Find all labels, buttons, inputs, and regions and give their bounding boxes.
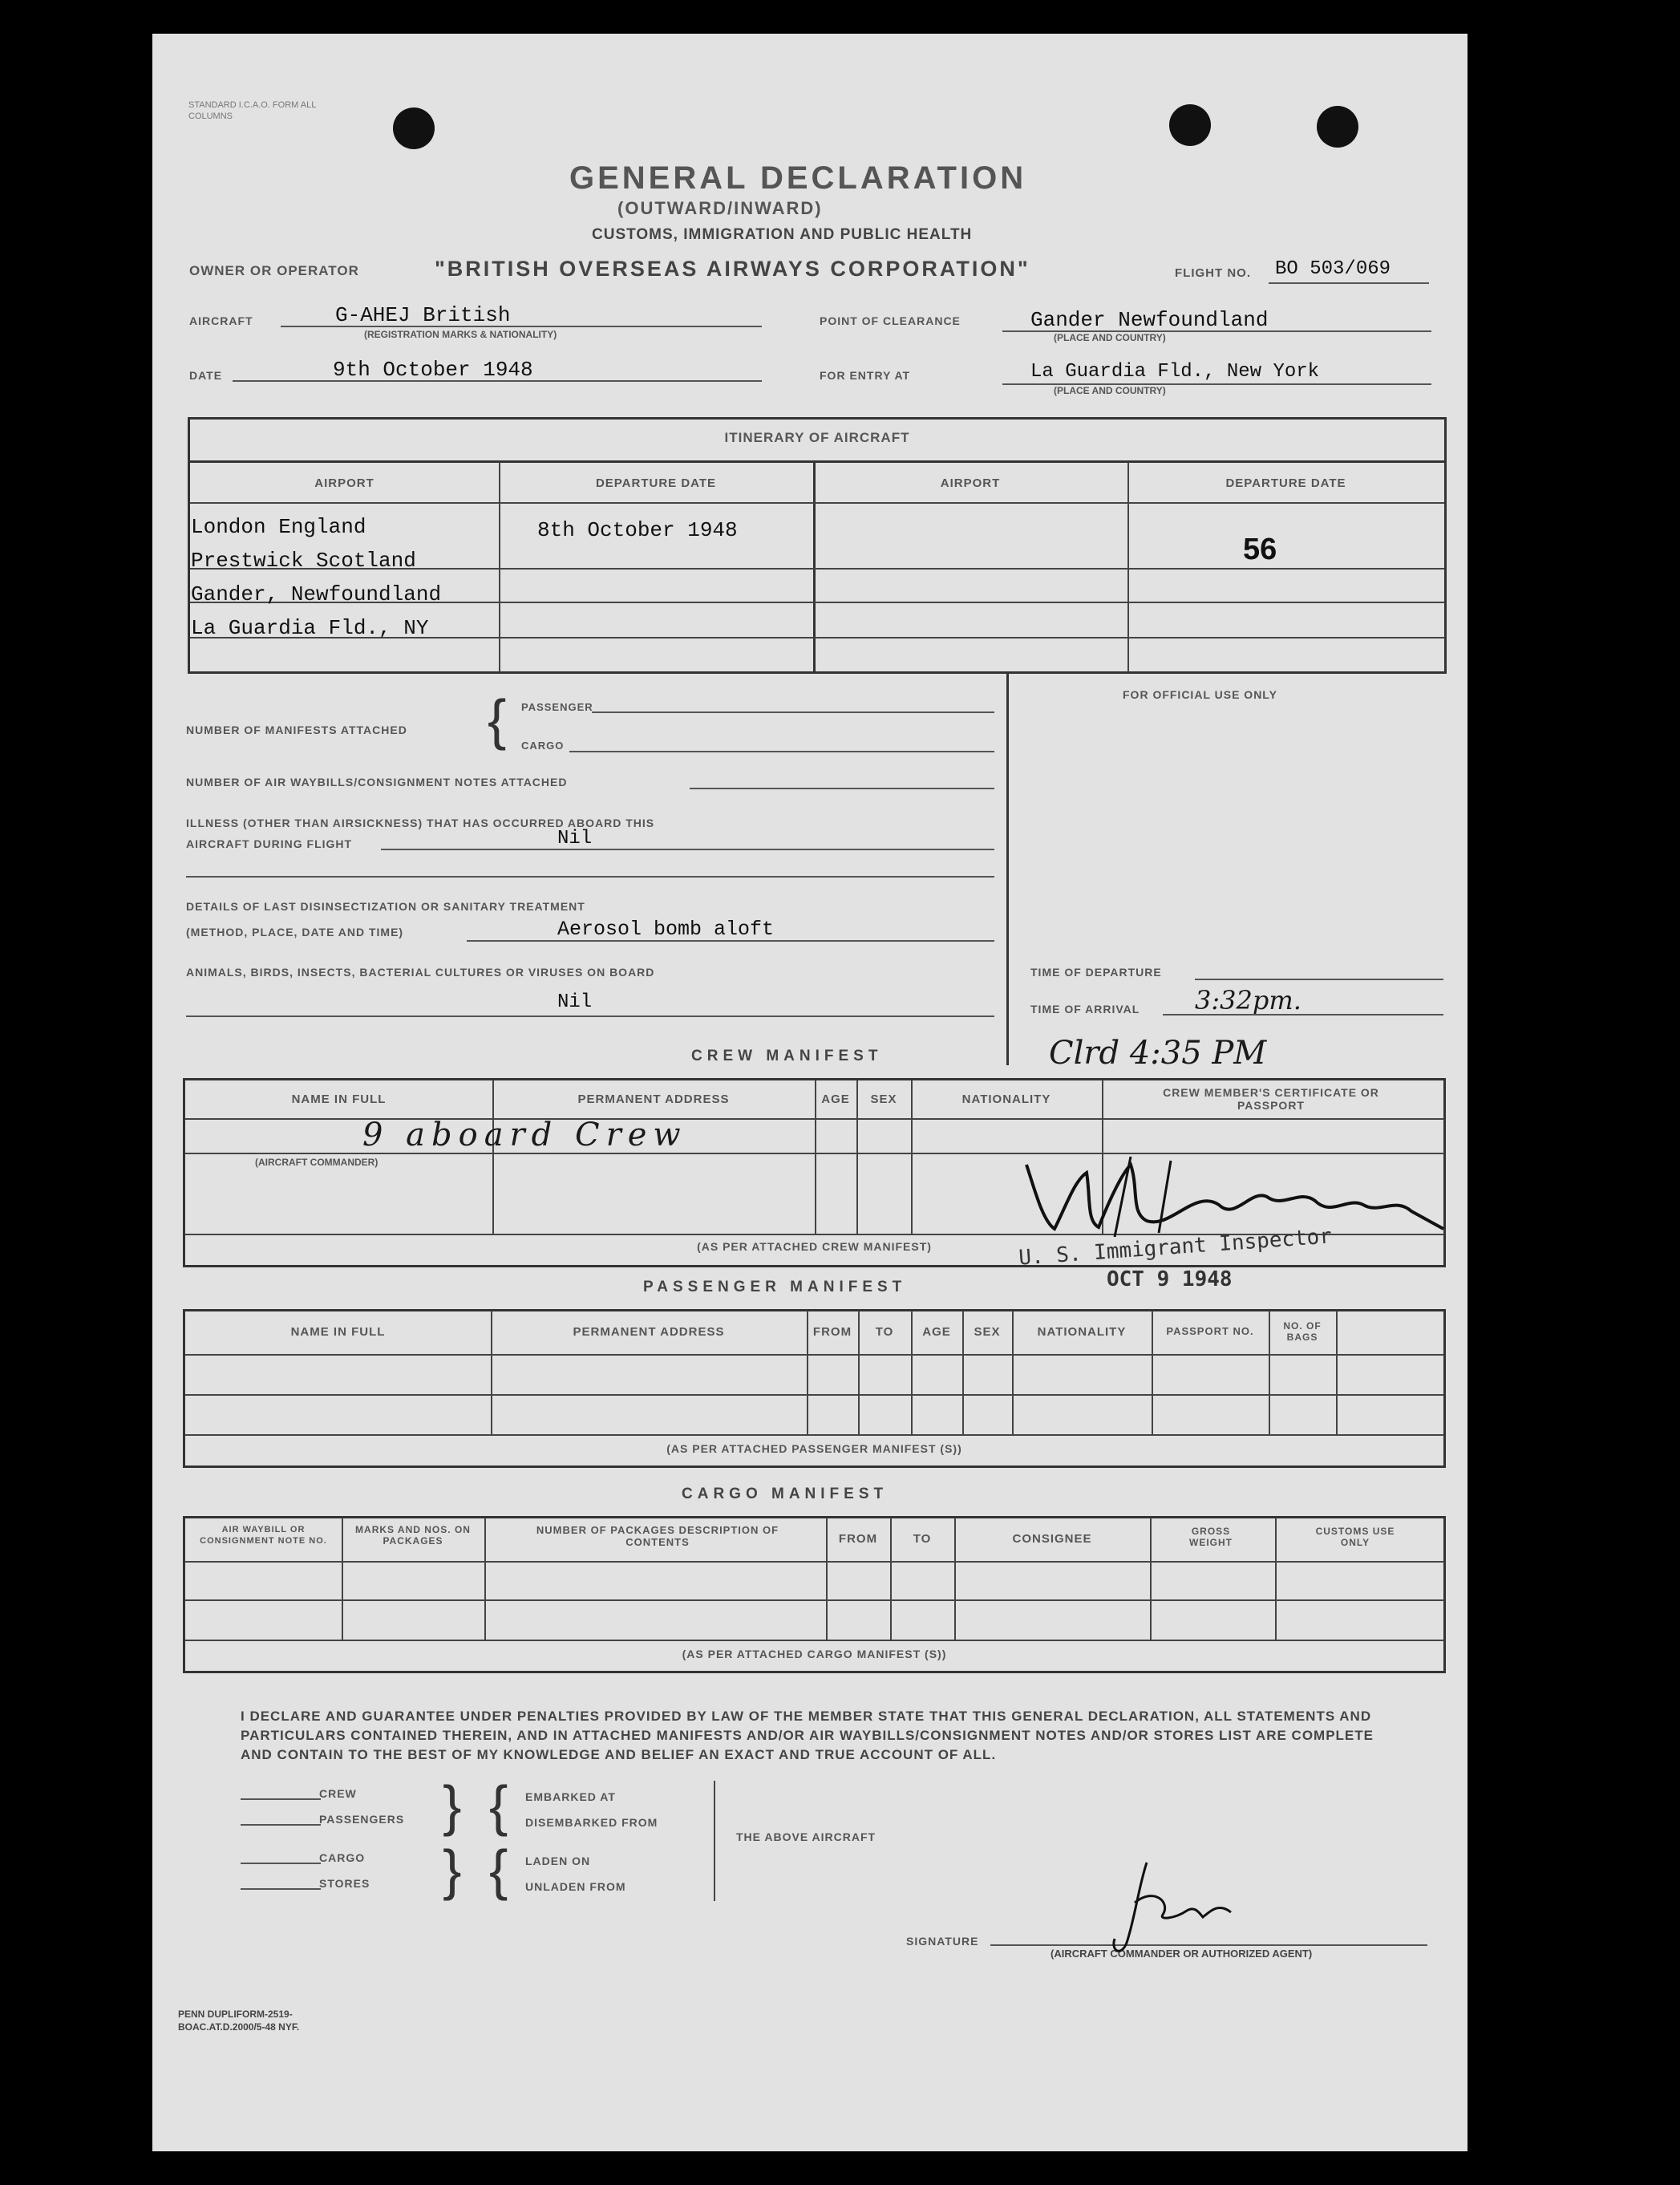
itinerary-airport: Gander, Newfoundland (191, 582, 442, 606)
passenger-header: FROM (812, 1325, 852, 1339)
cargo-header: TO (913, 1532, 932, 1546)
animals-value: Nil (557, 991, 593, 1013)
disinsect-label-2: (METHOD, PLACE, DATE AND TIME) (186, 926, 404, 938)
punch-hole (393, 107, 435, 149)
flight-value: BO 503/069 (1275, 258, 1391, 280)
passenger-line (592, 711, 994, 713)
illness-label-1: ILLNESS (OTHER THAN AIRSICKNESS) THAT HAS OCCURRED ABOARD THIS (186, 817, 655, 829)
itinerary-header: DEPARTURE DATE (1225, 476, 1346, 490)
cargo-line (569, 751, 994, 752)
passengers-count-line (241, 1824, 321, 1826)
clearance-value: Gander Newfoundland (1030, 308, 1269, 332)
animals-label: ANIMALS, BIRDS, INSECTS, BACTERIAL CULTURES OR VIRUSES ON BOARD (186, 966, 655, 979)
animals-line (186, 1015, 994, 1017)
itinerary-col (499, 462, 500, 672)
cargo-row-line (185, 1561, 1444, 1563)
passenger-header: NAME IN FULL (290, 1325, 386, 1339)
date-line (233, 380, 762, 382)
form-subtitle: (OUTWARD/INWARD) (617, 198, 823, 218)
owner-value: "BRITISH OVERSEAS AIRWAYS CORPORATION" (435, 257, 1030, 281)
crew-header: CREW MEMBER'S CERTIFICATE OR PASSPORT (1163, 1086, 1379, 1112)
crew-manifest-title: CREW MANIFEST (691, 1048, 883, 1064)
cargo-col (484, 1518, 486, 1640)
cargo-header: CONSIGNEE (1012, 1532, 1092, 1546)
flight-label: FLIGHT NO. (1175, 266, 1251, 280)
decl-above-aircraft: THE ABOVE AIRCRAFT (736, 1830, 876, 1843)
commander-signature (1099, 1855, 1259, 1967)
brace-left: { (489, 1774, 508, 1837)
official-divider (1006, 674, 1009, 1065)
cleared-note: Clrd 4:35 PM (1049, 1035, 1267, 1072)
cargo-row-line (185, 1640, 1444, 1641)
itinerary-number: 56 (1243, 533, 1277, 566)
stores-count-line (241, 1888, 321, 1890)
itinerary-header: AIRPORT (940, 476, 1001, 490)
passenger-header: AGE (922, 1325, 951, 1339)
decl-embarked: EMBARKED AT (525, 1790, 616, 1803)
form-title: GENERAL DECLARATION (569, 160, 1027, 196)
crew-header: PERMANENT ADDRESS (577, 1092, 730, 1106)
itinerary-airport: Prestwick Scotland (191, 549, 416, 573)
flight-line (1269, 282, 1429, 284)
footer-line-2: BOAC.AT.D.2000/5-48 NYF. (178, 2021, 300, 2033)
owner-label: OWNER OR OPERATOR (189, 263, 359, 278)
decl-disembarked: DISEMBARKED FROM (525, 1816, 658, 1829)
crew-header: NATIONALITY (961, 1092, 1051, 1106)
decl-unladen: UNLADEN FROM (525, 1880, 626, 1893)
crew-count-line (241, 1798, 321, 1800)
passenger-row-line (185, 1394, 1444, 1396)
declaration-text: I DECLARE AND GUARANTEE UNDER PENALTIES PROVIDED BY LAW OF THE MEMBER STATE THAT THIS GENERAL DECLARATION, ALL STATEMENTS AND PARTICULARS CONTAINED THEREIN, AND IN ATTACHED MANIFESTS AND/OR AIR WAYBILLS/CONSIGNMENT NOTES AND/OR STORES LIST ARE COMPLETE AND CONTAIN TO THE BEST OF MY KNOWLEDGE AND BELIEF AN EXACT AND TRUE ACCOUNT OF ALL. (241, 1709, 1374, 1762)
punch-hole (1317, 106, 1358, 148)
itinerary-col (813, 462, 816, 672)
itinerary-header: AIRPORT (314, 476, 374, 490)
aircraft-value: G-AHEJ British (335, 303, 511, 327)
cargo-header: MARKS AND NOS. ON PACKAGES (355, 1524, 471, 1547)
clearance-caption: (PLACE AND COUNTRY) (1054, 332, 1166, 343)
decl-laden: LADEN ON (525, 1855, 591, 1867)
decl-passengers: PASSENGERS (319, 1813, 405, 1826)
cargo-manifest-title: CARGO MANIFEST (682, 1486, 889, 1502)
itinerary-row-line (190, 502, 1444, 504)
cargo-header: GROSS WEIGHT (1189, 1526, 1233, 1548)
signature-label: SIGNATURE (906, 1935, 979, 1948)
commander-caption: (AIRCRAFT COMMANDER) (255, 1157, 379, 1168)
cargo-header: AIR WAYBILL OR CONSIGNMENT NOTE NO. (200, 1525, 327, 1546)
aircraft-caption: (REGISTRATION MARKS & NATIONALITY) (364, 329, 557, 340)
cargo-footer: (AS PER ATTACHED CARGO MANIFEST (S)) (682, 1648, 947, 1660)
illness-line (381, 849, 994, 850)
passenger-col (1336, 1311, 1338, 1434)
decl-cargo: CARGO (319, 1851, 366, 1864)
cargo-header: NUMBER OF PACKAGES DESCRIPTION OF CONTENTS (536, 1524, 779, 1548)
time-departure-line (1195, 979, 1443, 980)
crew-header: AGE (821, 1092, 850, 1106)
passenger-header: NO. OF BAGS (1283, 1320, 1322, 1343)
cargo-col (1150, 1518, 1152, 1640)
passenger-manifest-title: PASSENGER MANIFEST (643, 1279, 907, 1295)
footer-line-1: PENN DUPLIFORM-2519- (178, 2009, 293, 2020)
itinerary-col (1127, 462, 1129, 672)
time-arrival-label: TIME OF ARRIVAL (1030, 1003, 1140, 1015)
inspector-stamp: U. S. Immigrant Inspector (1018, 1224, 1333, 1271)
waybills-line (690, 788, 994, 789)
crew-header: NAME IN FULL (291, 1092, 387, 1106)
itinerary-airport: La Guardia Fld., NY (191, 616, 429, 640)
time-arrival-value: 3:32pm. (1195, 985, 1301, 1015)
passenger-footer: (AS PER ATTACHED PASSENGER MANIFEST (S)) (666, 1442, 962, 1455)
disinsect-line (467, 940, 994, 942)
illness-line-2 (186, 876, 994, 878)
cargo-header: CUSTOMS USE ONLY (1315, 1526, 1395, 1548)
decl-stores: STORES (319, 1877, 370, 1890)
cargo-col (1275, 1518, 1277, 1640)
aircraft-line (281, 326, 762, 327)
passenger-row-line (185, 1434, 1444, 1436)
cargo-header: FROM (838, 1532, 878, 1546)
form-subtitle-2: CUSTOMS, IMMIGRATION AND PUBLIC HEALTH (592, 226, 973, 243)
entry-label: FOR ENTRY AT (820, 369, 911, 382)
crew-header: SEX (870, 1092, 897, 1106)
illness-value: Nil (557, 828, 593, 849)
official-use-label: FOR OFFICIAL USE ONLY (1123, 688, 1277, 701)
entry-value: La Guardia Fld., New York (1030, 361, 1320, 383)
manifests-label: NUMBER OF MANIFESTS ATTACHED (186, 724, 407, 736)
itinerary-title: ITINERARY OF AIRCRAFT (724, 430, 910, 445)
decl-crew: CREW (319, 1787, 357, 1800)
clearance-label: POINT OF CLEARANCE (820, 314, 961, 327)
passenger-label: PASSENGER (521, 701, 593, 713)
brace-right: { (443, 1774, 462, 1837)
manifests-brace: { (488, 688, 507, 751)
passenger-header: PASSPORT NO. (1166, 1325, 1254, 1337)
time-departure-label: TIME OF DEPARTURE (1030, 966, 1162, 979)
disinsect-value: Aerosol bomb aloft (557, 918, 775, 941)
date-value: 9th October 1948 (333, 358, 533, 382)
itinerary-departure-date: 8th October 1948 (537, 518, 738, 542)
entry-caption: (PLACE AND COUNTRY) (1054, 385, 1166, 396)
cargo-row-line (185, 1599, 1444, 1601)
itinerary-airport: London England (191, 515, 366, 539)
signature-caption: (AIRCRAFT COMMANDER OR AUTHORIZED AGENT) (1051, 1948, 1313, 1960)
illness-label-2: AIRCRAFT DURING FLIGHT (186, 837, 353, 850)
passenger-header: NATIONALITY (1037, 1325, 1127, 1339)
passenger-row-line (185, 1354, 1444, 1356)
passenger-header: SEX (974, 1325, 1001, 1339)
time-arrival-line (1163, 1014, 1443, 1015)
date-label: DATE (189, 369, 223, 382)
cargo-label: CARGO (521, 740, 565, 752)
passenger-header: TO (875, 1325, 894, 1339)
passenger-header: PERMANENT ADDRESS (573, 1325, 725, 1339)
stamp-date: OCT 9 1948 (1107, 1267, 1233, 1291)
aircraft-label: AIRCRAFT (189, 314, 253, 327)
punch-hole (1169, 104, 1211, 146)
brace-right: { (443, 1838, 462, 1901)
disinsect-label-1: DETAILS OF LAST DISINSECTIZATION OR SANITARY TREATMENT (186, 900, 585, 913)
crew-handwritten: 9 aboard Crew (362, 1117, 687, 1153)
crew-footer: (AS PER ATTACHED CREW MANIFEST) (697, 1240, 932, 1253)
cargo-count-line (241, 1863, 321, 1864)
decl-bracket (714, 1781, 715, 1901)
form-reference: STANDARD I.C.A.O. FORM ALL COLUMNS (188, 100, 316, 121)
form-page (152, 34, 1467, 2151)
waybills-label: NUMBER OF AIR WAYBILLS/CONSIGNMENT NOTES ATTACHED (186, 776, 568, 788)
brace-left: { (489, 1838, 508, 1901)
itinerary-divider (190, 460, 1444, 463)
itinerary-header: DEPARTURE DATE (595, 476, 717, 490)
